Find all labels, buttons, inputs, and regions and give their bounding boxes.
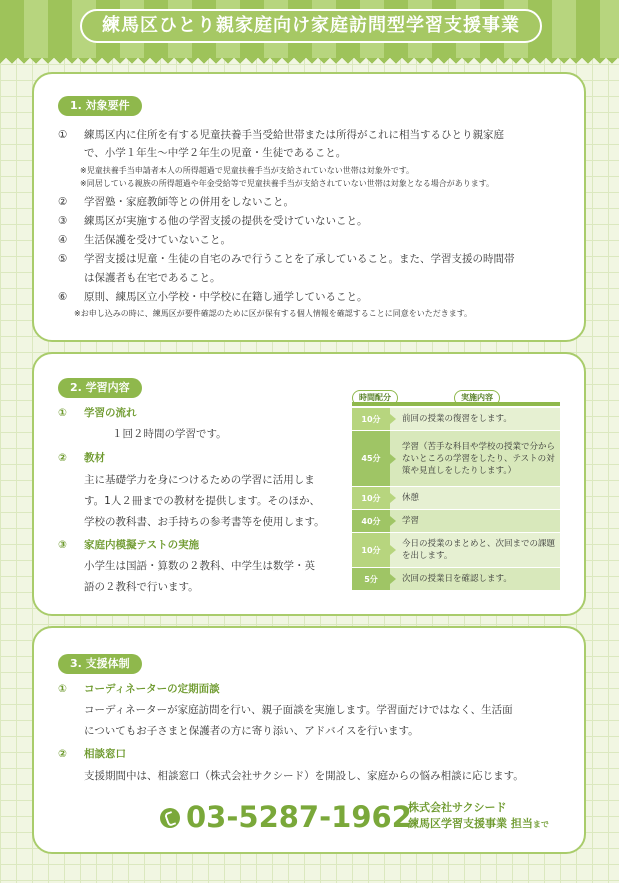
section-heading: 1. 対象要件 bbox=[58, 96, 142, 116]
subheading: 学習の流れ bbox=[84, 407, 137, 419]
body-text: 語の２教科で行います。 bbox=[84, 581, 199, 593]
activity: 次回の授業日を確認します。 bbox=[390, 568, 560, 590]
arrow-icon bbox=[390, 493, 396, 503]
arrow-icon bbox=[390, 516, 396, 526]
arrow-icon bbox=[390, 545, 396, 555]
requirement-text: 練馬区が実施する他の学習支援の提供を受けていないこと。 bbox=[84, 215, 368, 227]
schedule-top-rule bbox=[352, 402, 560, 406]
activity: 今日の授業のまとめと、次回までの課題を出します。 bbox=[390, 533, 560, 567]
subheading: 家庭内模擬テストの実施 bbox=[84, 539, 200, 551]
requirement-text: は保護者も在宅であること。 bbox=[84, 272, 221, 284]
requirement-text: 学習支援は児童・生徒の自宅のみで行うことを了承していること。また、学習支援の時間帯 bbox=[84, 253, 515, 265]
item-number: ① bbox=[58, 683, 67, 695]
phone-number[interactable]: 03-5287-1962 bbox=[186, 800, 412, 834]
requirement-text: 学習塾・家庭教師等との併用をしないこと。 bbox=[84, 196, 294, 208]
item-number: ④ bbox=[58, 234, 68, 246]
item-number: ② bbox=[58, 452, 67, 464]
item-number: ③ bbox=[58, 539, 67, 551]
activity: 前回の授業の復習をします。 bbox=[390, 408, 560, 430]
body-text: 主に基礎学力を身につけるための学習に活用しま bbox=[84, 474, 315, 486]
schedule-row bbox=[352, 568, 560, 590]
arrow-icon bbox=[390, 574, 396, 584]
duration: 45分 bbox=[352, 431, 390, 486]
body-text: １回２時間の学習です。 bbox=[112, 428, 227, 440]
activity: 休憩 bbox=[390, 487, 560, 509]
item-number: ③ bbox=[58, 215, 68, 227]
body-text: 学校の教科書、お手持ちの参考書等を使用します。 bbox=[84, 516, 325, 528]
suffix-text: まで bbox=[532, 820, 549, 829]
duration: 5分 bbox=[352, 568, 390, 590]
item-number: ② bbox=[58, 196, 68, 208]
duration: 10分 bbox=[352, 533, 390, 567]
body-text: 小学生は国語・算数の２教科、中学生は数学・英 bbox=[84, 560, 315, 572]
subheading: 教材 bbox=[84, 452, 105, 464]
requirement-text: で、小学１年生〜中学２年生の児童・生徒であること。 bbox=[84, 147, 347, 159]
activity: 学習（苦手な科目や学校の授業で分からないところの学習をしたり、テストの対策や見直しをしたりします。） bbox=[390, 431, 560, 486]
schedule-row bbox=[352, 487, 560, 509]
requirement-text: 練馬区内に住所を有する児童扶養手当受給世帯または所得がこれに相当するひとり親家庭 bbox=[84, 129, 504, 141]
subheading: コーディネーターの定期面談 bbox=[84, 683, 220, 695]
arrow-icon bbox=[390, 454, 396, 464]
body-text: についてもお子さまと保護者の方に寄り添い、アドバイスを行います。 bbox=[84, 725, 419, 737]
company-name: 株式会社サクシード bbox=[408, 801, 507, 814]
subheading: 相談窓口 bbox=[84, 748, 126, 760]
activity-label: 実施内容 bbox=[454, 390, 500, 406]
item-number: ① bbox=[58, 407, 67, 419]
time-allocation-label: 時間配分 bbox=[352, 390, 398, 406]
duration: 10分 bbox=[352, 487, 390, 509]
item-number: ⑤ bbox=[58, 253, 68, 265]
duration: 40分 bbox=[352, 510, 390, 532]
activity: 学習 bbox=[390, 510, 560, 532]
schedule-row bbox=[352, 533, 560, 567]
phone-icon bbox=[160, 808, 180, 828]
header-banner-edge bbox=[0, 58, 619, 68]
arrow-icon bbox=[390, 414, 396, 424]
consent-note: ※お申し込みの時に、練馬区が要件確認のために区が保有する個人情報を確認することに同意をいただきます。 bbox=[74, 309, 473, 318]
item-number: ② bbox=[58, 748, 67, 760]
body-text: コーディネーターが家庭訪問を行い、親子面談を実施します。学習面だけではなく、生活面 bbox=[84, 704, 513, 716]
schedule-row bbox=[352, 510, 560, 532]
body-text: す。1人２冊までの教材を提供します。そのほか、 bbox=[84, 495, 320, 507]
schedule-row bbox=[352, 408, 560, 430]
page-title: 練馬区ひとり親家庭向け家庭訪問型学習支援事業 bbox=[80, 9, 542, 43]
requirements-panel bbox=[32, 72, 586, 342]
item-number: ① bbox=[58, 129, 68, 141]
duration: 10分 bbox=[352, 408, 390, 430]
item-number: ⑥ bbox=[58, 291, 68, 303]
note-text: ※児童扶養手当申請者本人の所得超過で児童扶養手当が支給されていない世帯は対象外です。 bbox=[80, 166, 415, 175]
body-text: 支援期間中は、相談窓口（株式会社サクシード）を開設し、家庭からの悩み相談に応じます。 bbox=[84, 770, 524, 782]
schedule-row bbox=[352, 431, 560, 486]
note-text: ※同居している親族の所得超過や年金受給等で児童扶養手当が支給されていない世帯は対象となる場合があります。 bbox=[80, 179, 495, 188]
requirement-text: 原則、練馬区立小学校・中学校に在籍し通学していること。 bbox=[84, 291, 368, 303]
section-heading: 2. 学習内容 bbox=[58, 378, 142, 398]
contact-department bbox=[408, 816, 549, 832]
section-heading: 3. 支援体制 bbox=[58, 654, 142, 674]
department-name: 練馬区学習支援事業 担当 bbox=[408, 817, 533, 830]
requirement-text: 生活保護を受けていないこと。 bbox=[84, 234, 231, 246]
